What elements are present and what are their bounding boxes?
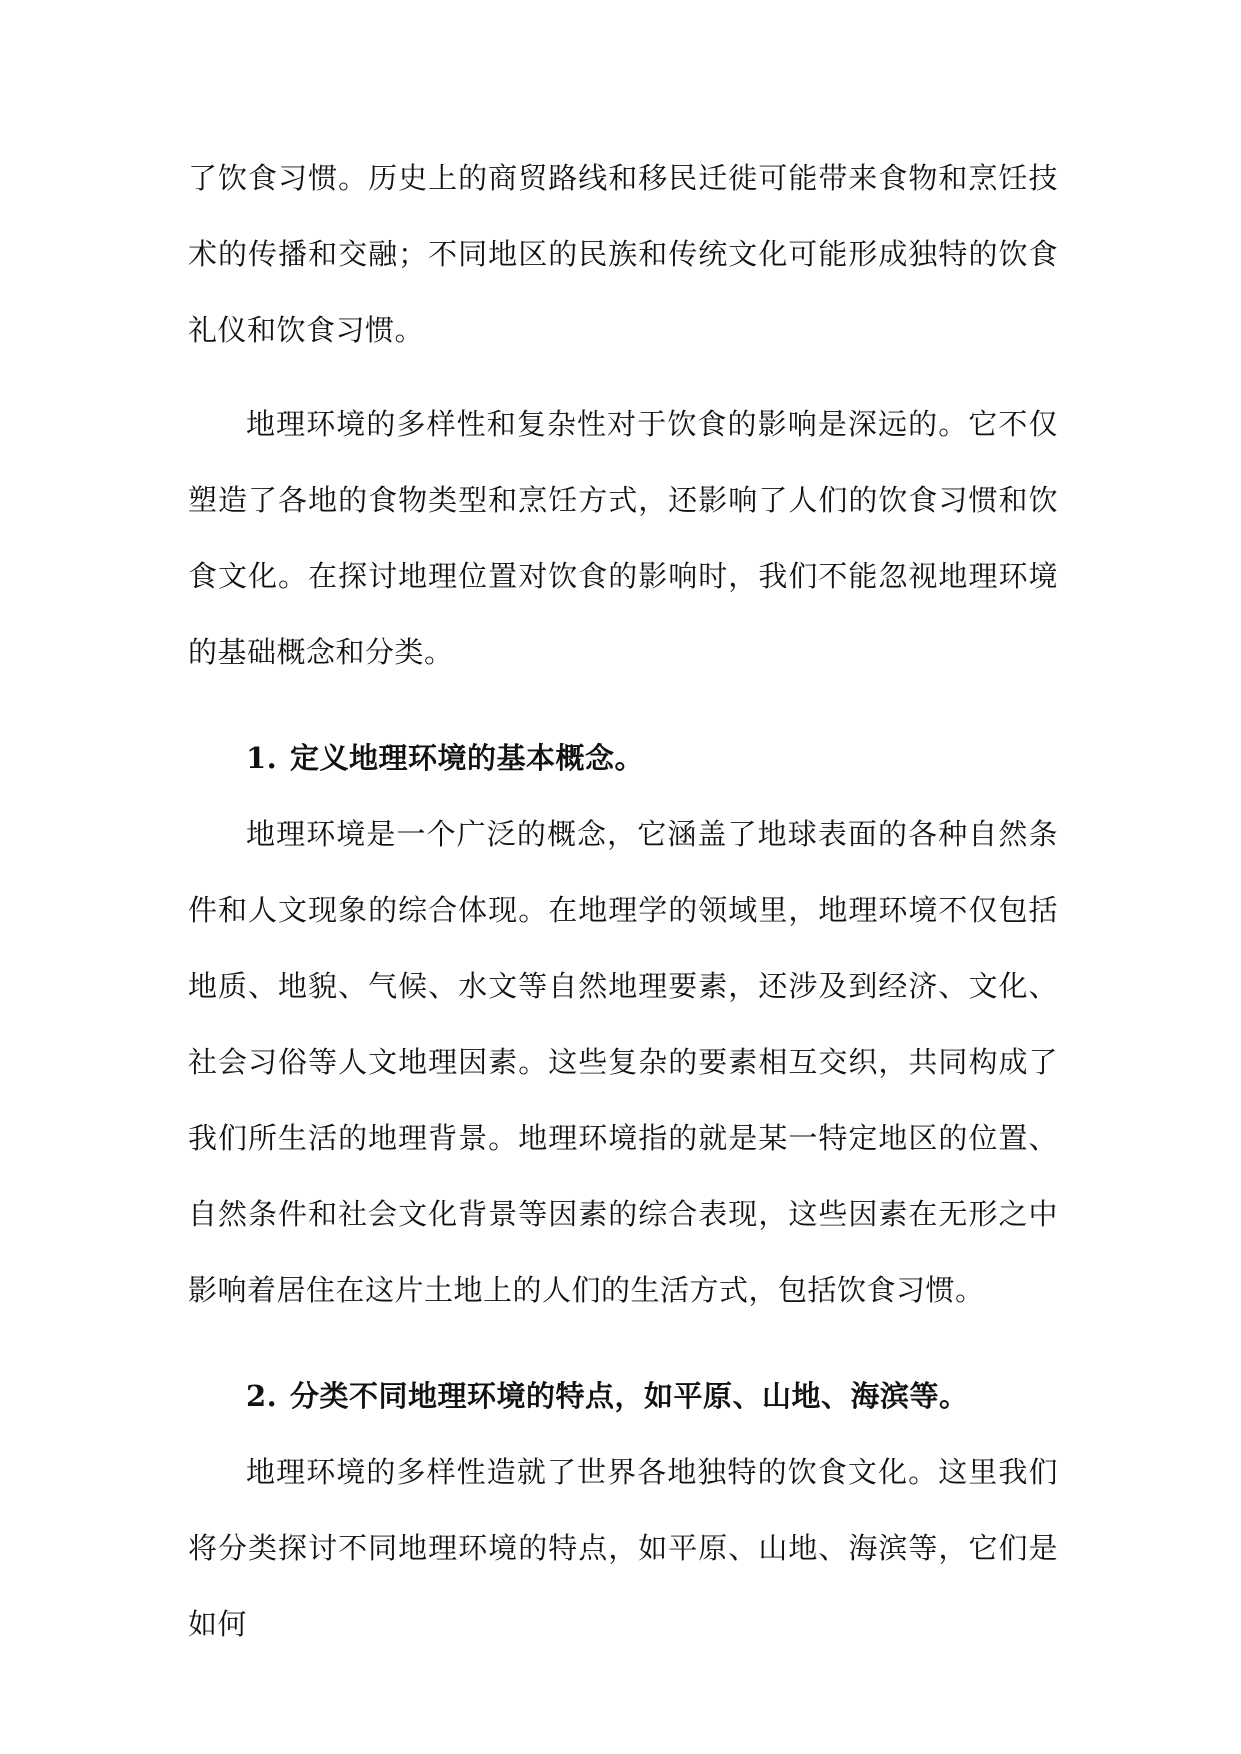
section-2-title: 分类不同地理环境的特点，如平原、山地、海滨等。	[290, 1379, 969, 1413]
section-2-heading	[188, 1358, 1058, 1434]
section-2-number: 2.	[246, 1379, 278, 1413]
paragraph-diversity: 地理环境的多样性和复杂性对于饮食的影响是深远的。它不仅塑造了各地的食物类型和烹饪方式，还影响了人们的饮食习惯和饮食文化。在探讨地理位置对饮食的影响时，我们不能忽视地理环境的基础概念和分类。	[188, 407, 1058, 669]
paragraph-intro: 了饮食习惯。历史上的商贸路线和移民迁徙可能带来食物和烹饪技术的传播和交融；不同地区的民族和传统文化可能形成独特的饮食礼仪和饮食习惯。	[188, 161, 1058, 347]
section-1-heading	[188, 720, 1058, 796]
section-2-paragraph: 地理环境的多样性造就了世界各地独特的饮食文化。这里我们将分类探讨不同地理环境的特点，如平原、山地、海滨等，它们是如何	[188, 1455, 1058, 1641]
document-body	[188, 140, 1058, 1662]
section-1-title: 定义地理环境的基本概念。	[290, 741, 645, 775]
section-1-paragraph: 地理环境是一个广泛的概念，它涵盖了地球表面的各种自然条件和人文现象的综合体现。在地理学的领域里，地理环境不仅包括地质、地貌、气候、水文等自然地理要素，还涉及到经济、文化、社会习俗等人文地理因素。这些复杂的要素相互交织，共同构成了我们所生活的地理背景。地理环境指的就是某一特定地区的位置、自然条件和社会文化背景等因素的综合表现，这些因素在无形之中影响着居住在这片土地上的人们的生活方式，包括饮食习惯。	[188, 817, 1058, 1307]
section-1-number: 1.	[246, 741, 278, 775]
